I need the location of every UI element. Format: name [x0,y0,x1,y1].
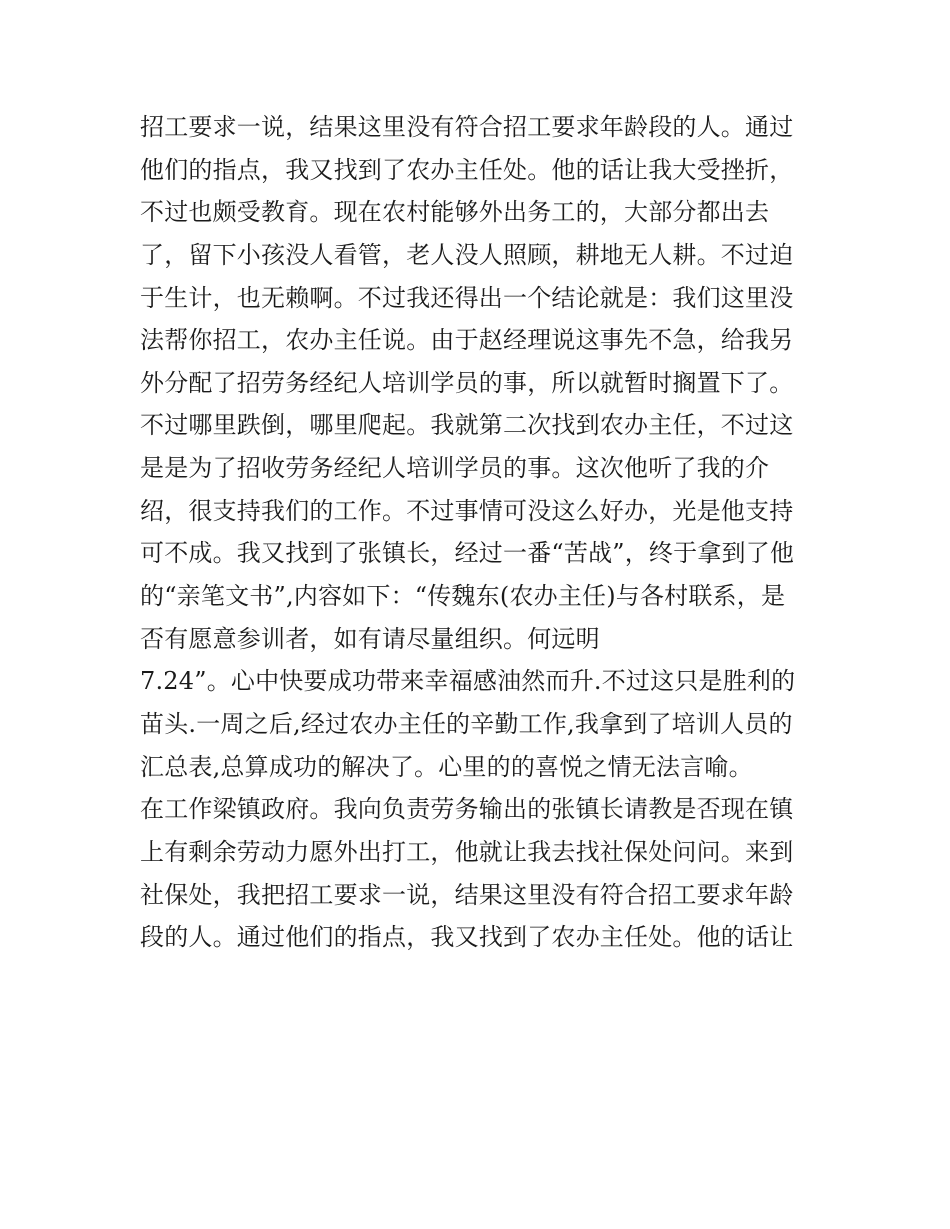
text-line: 社保处，我把招工要求一说，结果这里没有符合招工要求年龄 [140,880,794,909]
text-line: 绍，很支持我们的工作。不过事情可没这么好办，光是他支持 [140,496,794,525]
text-line: 法帮你招工，农办主任说。由于赵经理说这事先不急，给我另 [140,326,794,355]
text-line: 了，留下小孩没人看管，老人没人照顾，耕地无人耕。不过迫 [140,240,794,269]
text-line: 于生计，也无赖啊。不过我还得出一个结论就是：我们这里没 [140,283,794,312]
text-line: 是是为了招收劳务经纪人培训学员的事。这次他听了我的介 [140,454,770,483]
text-line: 可不成。我又找到了张镇长，经过一番“苦战”，终于拿到了他 [140,539,795,568]
text-line: 段的人。通过他们的指点，我又找到了农办主任处。他的话让 [140,923,794,952]
text-line: 否有愿意参训者，如有请尽量组织。何远明 [140,624,600,653]
text-line: 外分配了招劳务经纪人培训学员的事，所以就暂时搁置下了。 [140,368,794,397]
text-line: 他们的指点，我又找到了农办主任处。他的话让我大受挫折， [140,155,794,184]
text-line: 招工要求一说，结果这里没有符合招工要求年龄段的人。通过 [140,113,794,141]
text-line: 的“亲笔文书”,内容如下：“传魏东(农办主任)与各村联系，是 [140,582,786,611]
text-line: 7.24”。心中快要成功带来幸福感油然而升.不过这只是胜利的 [140,667,796,696]
text-line: 在工作梁镇政府。我向负责劳务输出的张镇长请教是否现在镇 [140,795,794,824]
text-line: 上有剩余劳动力愿外出打工，他就让我去找社保处问问。来到 [140,837,794,866]
text-line: 汇总表,总算成功的解决了。心里的的喜悦之情无法言喻。 [140,752,753,781]
body-text [140,106,820,959]
text-line: 不过哪里跌倒，哪里爬起。我就第二次找到农办主任，不过这 [140,411,794,440]
text-line: 不过也颇受教育。现在农村能够外出务工的，大部分都出去 [140,198,770,227]
text-line: 苗头.一周之后,经过农办主任的辛勤工作,我拿到了培训人员的 [140,709,793,738]
